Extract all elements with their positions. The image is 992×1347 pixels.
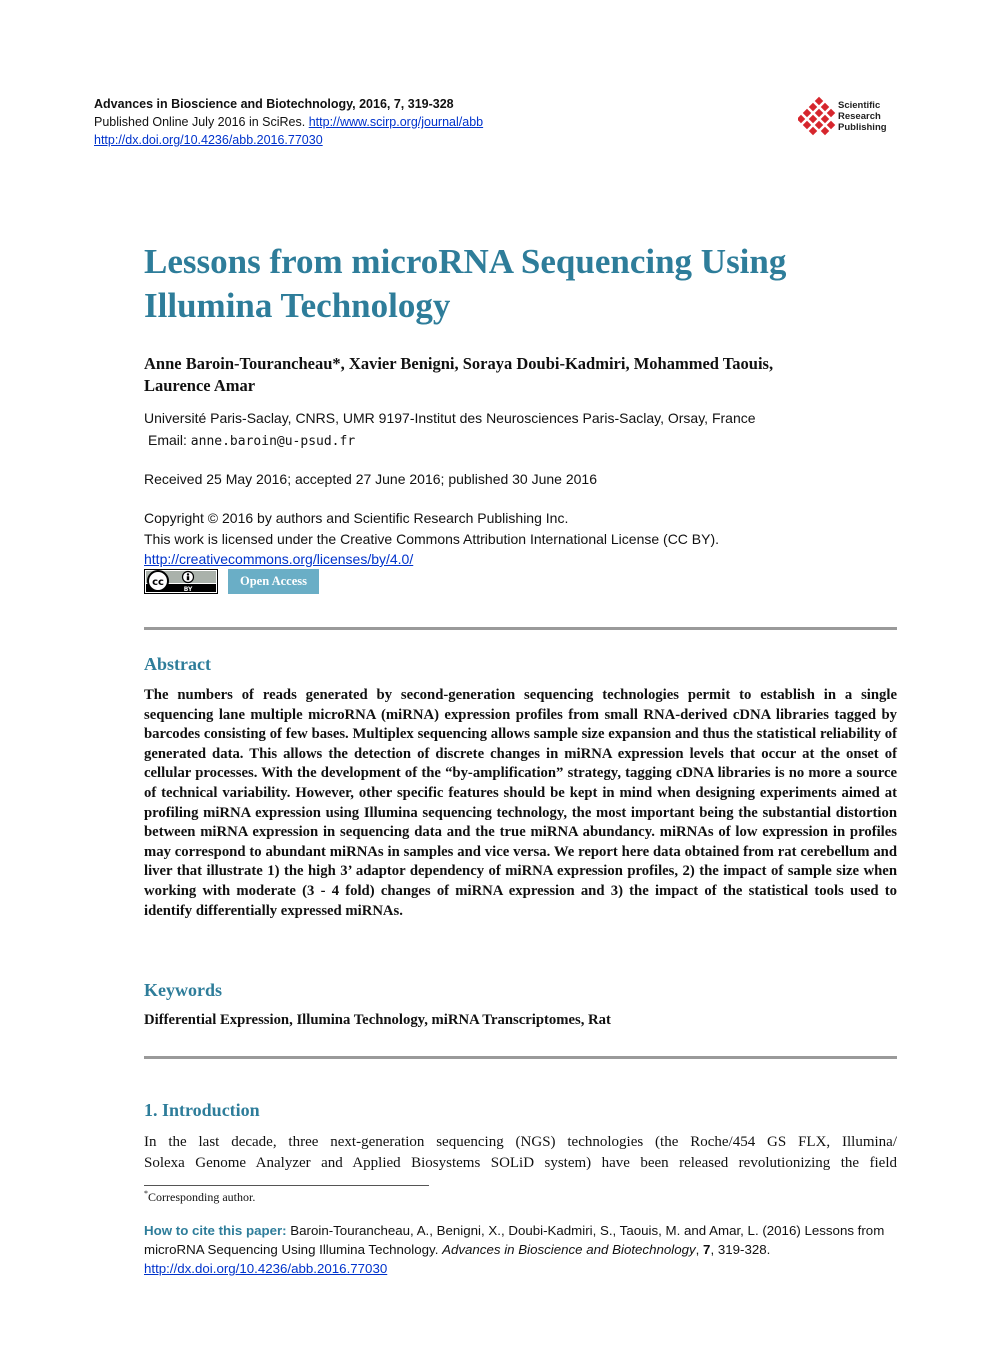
authors-line-1: Anne Baroin-Tourancheau*, Xavier Benigni, Soraya Doubi-Kadmiri, Mohammed Taouis,	[144, 354, 774, 373]
divider-bottom	[144, 1056, 897, 1059]
journal-citation-line: Advances in Bioscience and Biotechnology, 2016, 7, 319-328	[94, 97, 454, 111]
authors-line-2: Laurence Amar	[144, 376, 256, 395]
email-line	[148, 430, 355, 452]
copyright-block	[144, 508, 719, 570]
author-list	[144, 353, 899, 397]
title-line-2: Illumina Technology	[144, 286, 451, 325]
cite-doi-link[interactable]: http://dx.doi.org/10.4236/abb.2016.77030	[144, 1261, 388, 1276]
license-line: This work is licensed under the Creative Commons Attribution International License (CC BY).	[144, 530, 720, 547]
divider-top	[144, 627, 897, 630]
abstract-heading: Abstract	[144, 654, 211, 674]
footnote	[144, 1189, 255, 1205]
how-to-cite	[144, 1221, 904, 1278]
logo-diamond-icon	[798, 96, 838, 140]
cite-journal: Advances in Bioscience and Biotechnology	[442, 1242, 696, 1257]
cite-pages: , 319-328.	[710, 1242, 771, 1257]
published-text: Published Online July 2016 in SciRes.	[94, 115, 309, 129]
doi-link[interactable]: http://dx.doi.org/10.4236/abb.2016.77030	[94, 133, 323, 147]
cite-label: How to cite this paper:	[144, 1223, 287, 1238]
logo-line-3: Publishing	[838, 122, 887, 133]
email-label: Email:	[148, 432, 191, 448]
cite-volume: 7	[703, 1242, 711, 1257]
paper-title	[144, 240, 904, 328]
keywords-text: Differential Expression, Illumina Technology, miRNA Transcriptomes, Rat	[144, 1012, 611, 1028]
introduction-line-1: In the last decade, three next-generation sequencing (NGS) technologies (the Roche/454 GS FLX, Illumina/	[144, 1134, 897, 1150]
journal-url-link[interactable]: http://www.scirp.org/journal/abb	[308, 115, 484, 129]
affiliation: Université Paris-Saclay, CNRS, UMR 9197-Institut des Neurosciences Paris-Saclay, Orsay, France	[144, 410, 756, 426]
footnote-text: Corresponding author.	[148, 1190, 256, 1204]
publication-dates: Received 25 May 2016; accepted 27 June 2016; published 30 June 2016	[144, 471, 598, 487]
cite-sep: ,	[695, 1242, 704, 1257]
cc-by-license-icon[interactable]	[144, 569, 218, 594]
published-line	[94, 113, 483, 131]
title-line-1: Lessons from microRNA Sequencing Using	[144, 242, 787, 281]
cc-by-text: BY	[183, 586, 193, 593]
svg-text:cc: cc	[152, 577, 164, 588]
copyright-line: Copyright © 2016 by authors and Scientific Research Publishing Inc.	[144, 510, 569, 526]
introduction-line-2: Solexa Genome Analyzer and Applied Biosystems SOLiD system) have been released revolutionizing the field	[144, 1155, 897, 1171]
abstract-text: The numbers of reads generated by second-generation sequencing technologies permit to establish in a single sequencing lane multiple microRNA (miRNA) expression profiles from small RNA-derived cDNA libraries tagged by barcodes consisting of few bases. Multiplex sequencing allows sample size expansion and thus the statistical reliability of generated data. This allows the detection of discrete changes in miRNA expression levels that occur at the onset of cellular processes. With the development of the “by-amplification” strategy, tagging cDNA libraries is no more a source of technical variability. However, other specific features should be kept in mind when designing experiments aimed at profiling miRNA expression using Illumina sequencing technology, the most important being the substantial distortion between miRNA expression in sequencing data and the true miRNA abundancy. miRNAs of low expression in profiles may correspond to abundant miRNAs in samples and vice versa. We report here data obtained from rat cerebellum and liver that illustrate 1) the high 3’ adaptor dependency of miRNA expression profiles, 2) the impact of sample size when working with moderate (3 - 4 fold) changes of miRNA expression and 3) the impact of the statistical tools used to identify differentially expressed miRNAs.	[144, 687, 897, 919]
publisher-logo	[798, 96, 908, 140]
license-url-link[interactable]: http://creativecommons.org/licenses/by/4.0/	[144, 551, 414, 567]
logo-line-1: Scientific	[838, 100, 881, 111]
cite-text: Baroin-Tourancheau, A., Benigni, X., Doubi-Kadmiri, S., Taouis, M. and Amar, L. (2016) Lessons from microRNA Sequencing Using Illumina Technology.	[144, 1223, 885, 1257]
footnote-mark: *	[144, 1189, 148, 1198]
introduction-heading: 1. Introduction	[144, 1100, 260, 1120]
footnote-rule	[144, 1185, 429, 1186]
journal-header	[94, 95, 483, 149]
logo-text	[838, 100, 887, 133]
logo-line-2: Research	[838, 111, 881, 122]
keywords-heading: Keywords	[144, 980, 222, 1000]
email-address[interactable]: anne.baroin@u-psud.fr	[190, 434, 356, 449]
open-access-badge[interactable]: Open Access	[228, 569, 319, 594]
